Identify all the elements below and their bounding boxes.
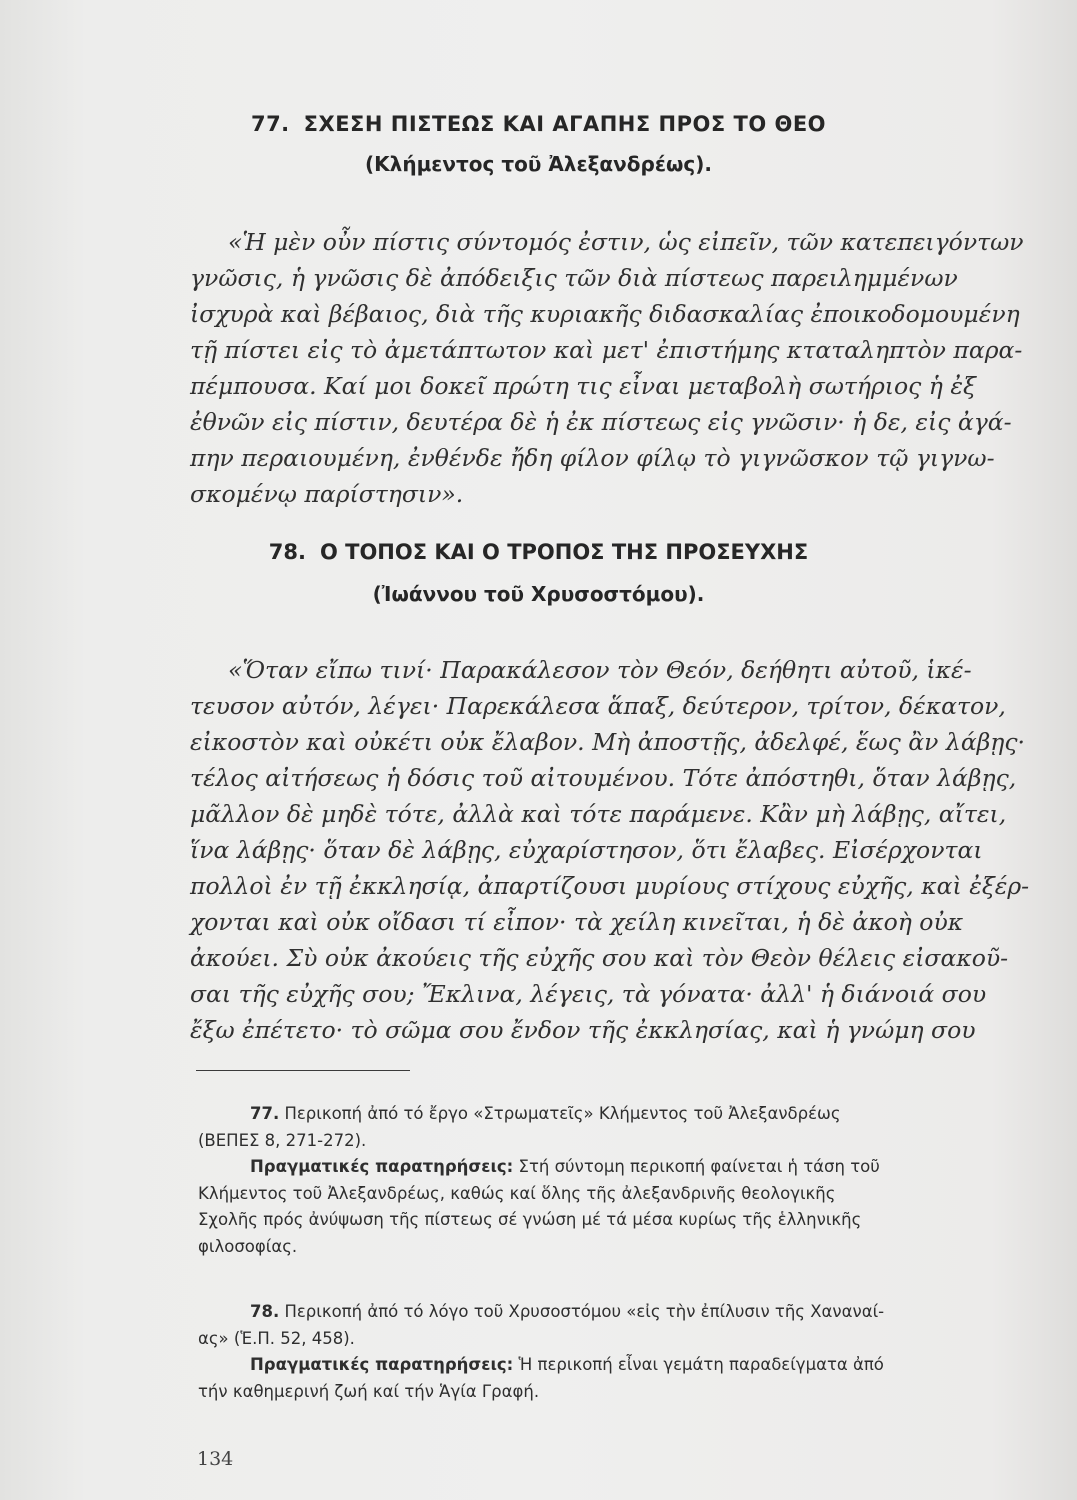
footnote-line: Σχολῆς πρός ἀνύψωση τῆς πίστεως σέ γνώση μέ τά μέσα κυρίως τῆς ἑλληνικῆς bbox=[198, 1210, 862, 1229]
section-78-title: Ο ΤΟΠΟΣ ΚΑΙ Ο ΤΡΟΠΟΣ ΤΗΣ ΠΡΟΣΕΥΧΗΣ bbox=[319, 540, 809, 564]
footnote-77 bbox=[198, 1101, 1048, 1260]
quote-line: «Ὅταν εἴπω τινί· Παρακάλεσον τὸν Θεόν, δεήθητι αὐτοῦ, ἱκέ- bbox=[228, 656, 972, 684]
quote-line: πέμπουσα. Καί μοι δοκεῖ πρώτη τις εἶναι μεταβολὴ σωτήριος ἡ ἐξ bbox=[190, 372, 976, 400]
footnote-78-source: Περικοπή ἀπό τό λόγο τοῦ Χρυσοστόμου «εἰς τὴν ἐπίλυσιν τῆς Χαναναί- bbox=[284, 1302, 885, 1321]
footnote-77-remarks-label: Πραγματικές παρατηρήσεις: bbox=[250, 1157, 514, 1176]
footnote-line bbox=[198, 1101, 1048, 1128]
footnote-line: ας» (Ἑ.Π. 52, 458). bbox=[198, 1328, 355, 1348]
quote-line: χονται καὶ οὐκ οἴδασι τί εἶπον· τὰ χείλη κινεῖται, ἡ δὲ ἀκοὴ οὐκ bbox=[190, 908, 964, 936]
footnote-line: φιλοσοφίας. bbox=[198, 1236, 298, 1256]
footnote-line: (ΒΕΠΕΣ 8, 271-272). bbox=[198, 1130, 367, 1150]
section-77-quote bbox=[190, 224, 1024, 512]
quote-line: ἀκούει. Σὺ οὐκ ἀκούεις τῆς εὐχῆς σου καὶ τὸν Θεὸν θέλεις εἰσακοῦ- bbox=[190, 944, 1009, 972]
footnote-line: τήν καθημερινή ζωή καί τήν Ἁγία Γραφή. bbox=[198, 1381, 540, 1401]
footnote-77-remark: Στή σύντομη περικοπή φαίνεται ἡ τάση τοῦ bbox=[518, 1157, 880, 1176]
quote-line: τῇ πίστει εἰς τὸ ἀμετάπτωτον καὶ μετ' ἐπιστήμης κταταληπτὸν παρα- bbox=[190, 336, 1023, 364]
section-77-number: 77. bbox=[250, 112, 290, 136]
section-77-subtitle: (Κλήμεντος τοῦ Ἀλεξανδρέως). bbox=[365, 152, 712, 176]
footnote-77-number: 77. bbox=[250, 1104, 280, 1123]
quote-line: «Ἡ μὲν οὖν πίστις σύντομός ἐστιν, ὡς εἰπεῖν, τῶν κατεπειγόντων bbox=[228, 228, 1024, 256]
footnote-line bbox=[198, 1154, 1048, 1181]
section-78-quote bbox=[190, 652, 1030, 1048]
quote-line: τέλος αἰτήσεως ἡ δόσις τοῦ αἰτουμένου. Τότε ἀπόστηθι, ὅταν λάβῃς, bbox=[190, 764, 1017, 792]
quote-line: ἔξω ἐπέτετο· τὸ σῶμα σου ἔνδον τῆς ἐκκλησίας, καὶ ἡ γνώμη σου bbox=[190, 1016, 976, 1044]
quote-line: σκομένῳ παρίστησιν». bbox=[190, 480, 464, 508]
quote-line: ἵνα λάβῃς· ὅταν δὲ λάβῃς, εὐχαρίστησον, ὅτι ἔλαβες. Εἰσέρχονται bbox=[190, 836, 983, 864]
footnote-77-source: Περικοπή ἀπό τό ἔργο «Στρωματεῖς» Κλήμεντος τοῦ Ἀλεξανδρέως bbox=[284, 1104, 841, 1123]
section-78-heading bbox=[0, 540, 1077, 564]
quote-line: ἰσχυρὰ καὶ βέβαιος, διὰ τῆς κυριακῆς διδασκαλίας ἐποικοδομουμένη bbox=[190, 300, 1020, 328]
section-78-number: 78. bbox=[268, 540, 306, 564]
quote-line: γνῶσις, ἡ γνῶσις δὲ ἀπόδειξις τῶν διὰ πίστεως παρειλημμένων bbox=[190, 264, 958, 292]
footnote-78-remarks-label: Πραγματικές παρατηρήσεις: bbox=[250, 1355, 514, 1374]
quote-line: πην περαιουμένη, ἐνθένδε ἤδη φίλον φίλῳ τὸ γιγνῶσκον τῷ γιγνω- bbox=[190, 444, 995, 472]
page-number: 134 bbox=[197, 1448, 234, 1470]
footnote-78-remark: Ἡ περικοπή εἶναι γεμάτη παραδείγματα ἀπό bbox=[518, 1355, 884, 1374]
quote-line: τευσον αὐτόν, λέγει· Παρεκάλεσα ἅπαξ, δεύτερον, τρίτον, δέκατον, bbox=[190, 692, 1006, 720]
quote-line: εἰκοστὸν καὶ οὐκέτι οὐκ ἔλαβον. Μὴ ἀποστῇς, ἀδελφέ, ἕως ἂν λάβῃς· bbox=[190, 728, 1025, 756]
footnote-line: Κλήμεντος τοῦ Ἀλεξανδρέως, καθώς καί ὅλης τῆς ἀλεξανδρινῆς θεολογικῆς bbox=[198, 1183, 836, 1203]
section-78-subtitle: (Ἰωάννου τοῦ Χρυσοστόμου). bbox=[372, 582, 705, 606]
footnote-divider bbox=[196, 1070, 410, 1071]
footnote-78-number: 78. bbox=[250, 1302, 280, 1321]
section-77-heading bbox=[0, 112, 1077, 136]
footnote-line bbox=[198, 1352, 1048, 1379]
footnote-78 bbox=[198, 1299, 1048, 1405]
quote-line: σαι τῆς εὐχῆς σου; Ἔκλινα, λέγεις, τὰ γόνατα· ἀλλ' ἡ διάνοιά σου bbox=[190, 980, 987, 1008]
section-77-title: ΣΧΕΣΗ ΠΙΣΤΕΩΣ ΚΑΙ ΑΓΑΠΗΣ ΠΡΟΣ ΤΟ ΘΕΟ bbox=[303, 112, 827, 136]
footnote-line bbox=[198, 1299, 1048, 1326]
quote-line: πολλοὶ ἐν τῇ ἐκκλησίᾳ, ἀπαρτίζουσι μυρίους στίχους εὐχῆς, καὶ ἐξέρ- bbox=[190, 872, 1030, 900]
quote-line: μᾶλλον δὲ μηδὲ τότε, ἀλλὰ καὶ τότε παράμενε. Κἂν μὴ λάβῃς, αἴτει, bbox=[190, 800, 1007, 828]
quote-line: ἐθνῶν εἰς πίστιν, δευτέρα δὲ ἡ ἐκ πίστεως εἰς γνῶσιν· ἡ δε, εἰς ἀγά- bbox=[190, 408, 1012, 436]
